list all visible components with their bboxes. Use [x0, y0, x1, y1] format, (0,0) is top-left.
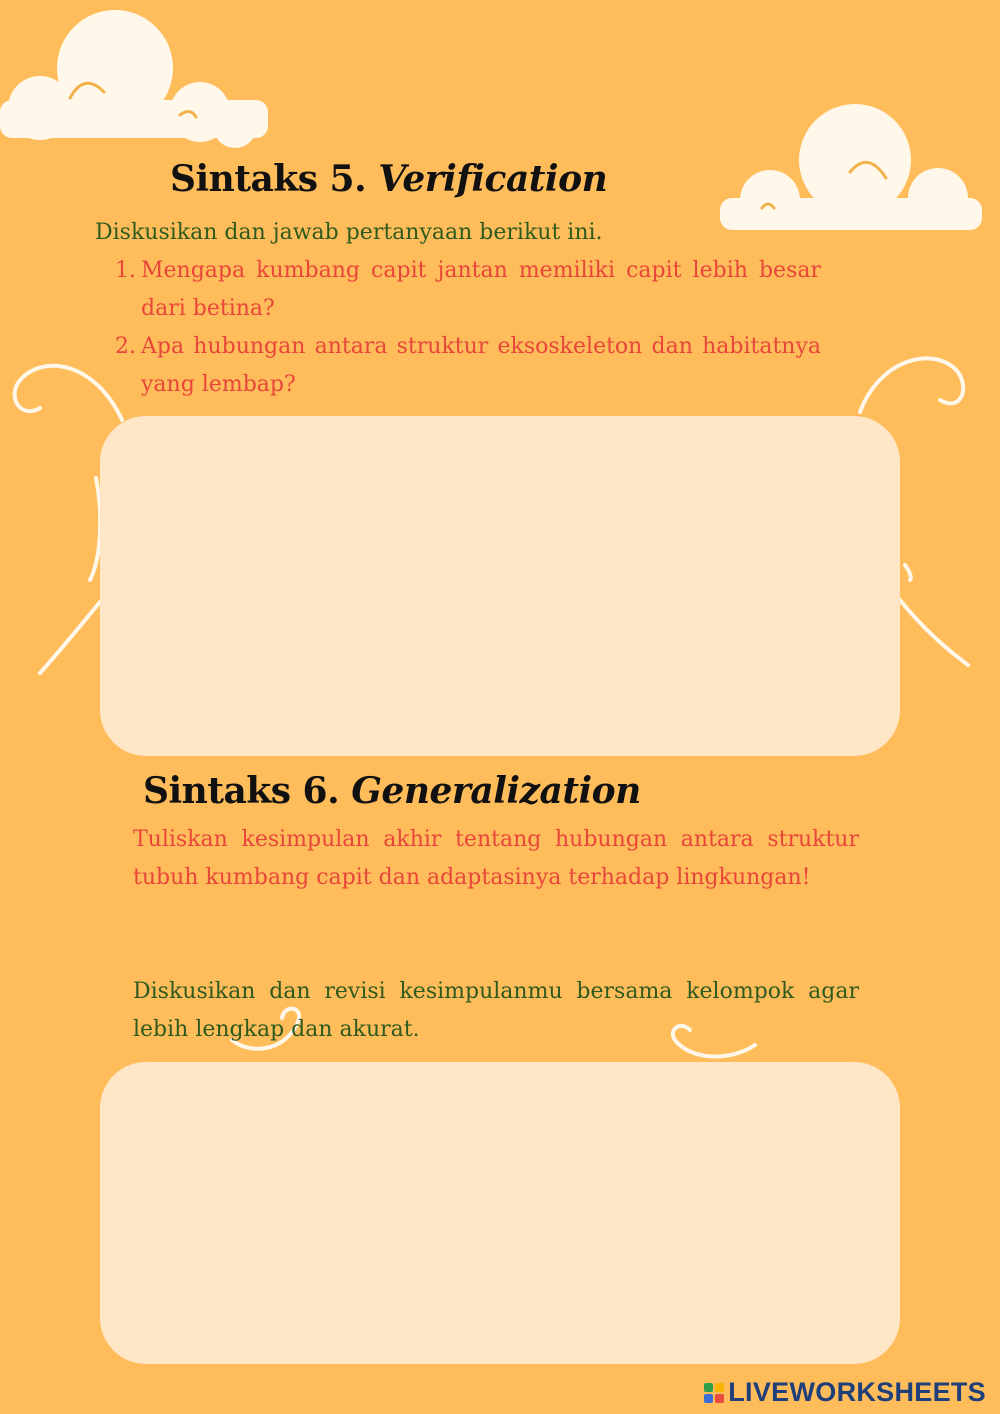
section-6-instruction: Tuliskan kesimpulan akhir tentang hubungan antara struktur tubuh kumbang capit dan adaptasinya terhadap lingkungan! — [133, 827, 859, 890]
section-5-title-prefix: Sintaks 5. — [170, 158, 367, 200]
cloud-top-right-swirls — [762, 162, 886, 208]
section-5-title — [170, 158, 607, 200]
question-number: 2. — [115, 334, 136, 359]
cloud-top-left-swirls — [70, 83, 196, 117]
liveworksheets-logo-text: LIVEWORKSHEETS — [728, 1377, 986, 1407]
question-number: 1. — [115, 258, 136, 283]
liveworksheets-logo-icon — [704, 1383, 724, 1403]
section-5-title-italic: Verification — [378, 158, 608, 200]
question-text: Apa hubungan antara struktur eksoskeleton dan habitatnya yang lembap? — [141, 334, 821, 397]
cloud-top-left — [0, 10, 268, 148]
question-text: Mengapa kumbang capit jantan memiliki capit lebih besar dari betina? — [141, 258, 821, 321]
question-item-1 — [115, 252, 821, 328]
question-item-2 — [115, 328, 821, 404]
section-6-answer-box[interactable] — [100, 1062, 900, 1364]
section-5-question-list — [115, 252, 821, 404]
section-6-title-italic: Generalization — [351, 770, 641, 812]
liveworksheets-logo — [704, 1377, 986, 1408]
section-5-intro: Diskusikan dan jawab pertanyaan berikut ini. — [95, 220, 603, 245]
section-6-title — [143, 770, 641, 812]
section-6-title-prefix: Sintaks 6. — [143, 770, 340, 812]
section-5-answer-box[interactable] — [100, 416, 900, 756]
section-6-note: Diskusikan dan revisi kesimpulanmu bersama kelompok agar lebih lengkap dan akurat. — [133, 979, 859, 1042]
cloud-top-right — [720, 104, 982, 230]
